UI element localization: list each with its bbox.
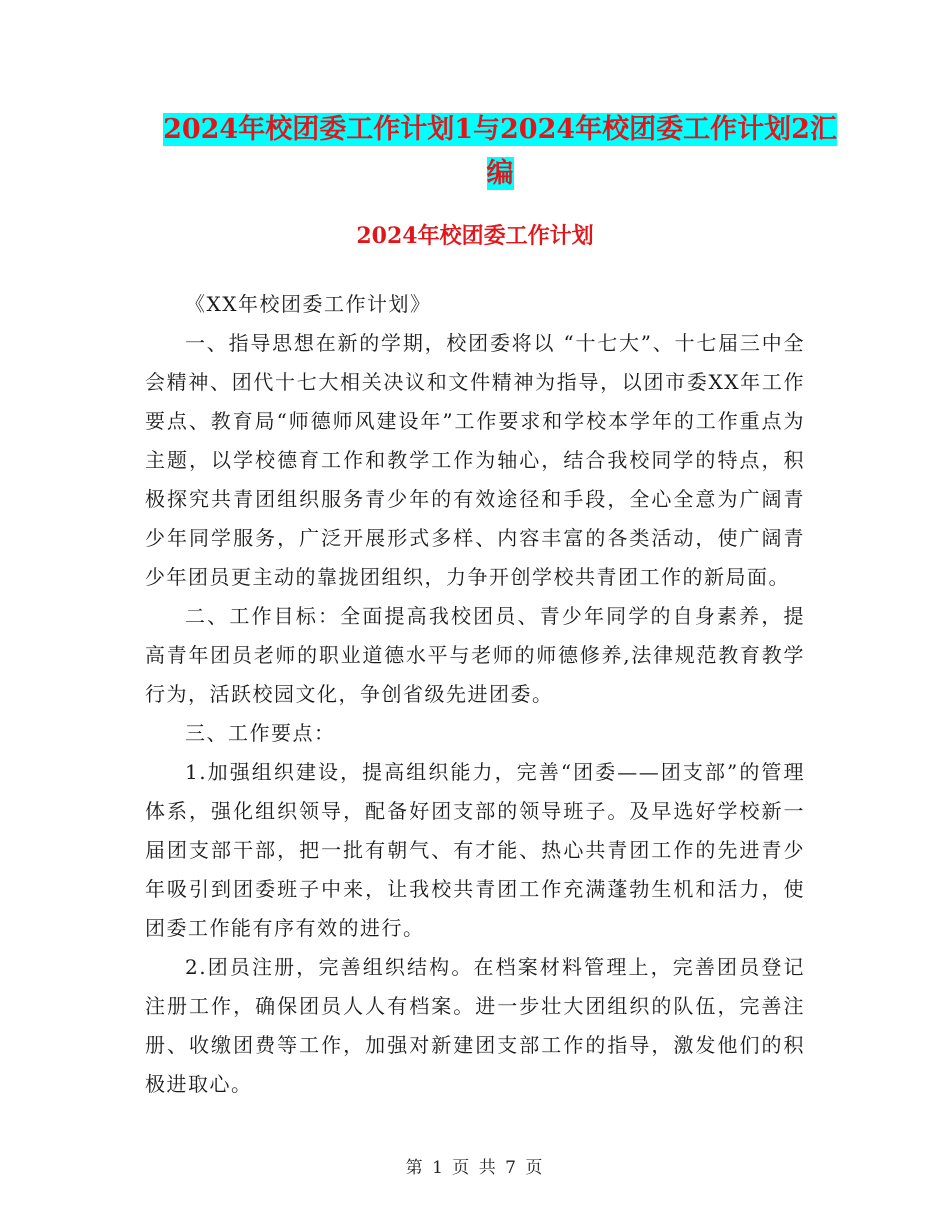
page-footer: 第 1 页 共 7 页	[405, 1158, 545, 1178]
paragraph-reference: 《XX年校团委工作计划》	[185, 292, 432, 316]
section-title: 2024年校团委工作计划	[356, 223, 594, 249]
paragraph-work-goals: 二、工作目标：全面提高我校团员、青少年同学的自身素养，提高青年团员老师的职业道德水平与老师的师德修养,法律规范教育教学行为，活跃校园文化，争创省级先进团委。	[145, 604, 805, 706]
paragraph-work-points-heading: 三、工作要点：	[185, 721, 336, 745]
paragraph-organization-building: 1.加强组织建设，提高组织能力，完善“团委——团支部”的管理体系，强化组织领导，配备好团支部的领导班子。及早选好学校新一届团支部干部，把一批有朝气、有才能、热心共青团工作的先进青少年吸引到团委班子中来，让我校共青团工作充满蓬勃生机和活力，使团委工作能有序有效的进行。	[145, 760, 805, 940]
document-title	[150, 108, 850, 196]
document-title-text: 2024年校团委工作计划1与2024年校团委工作计划2汇编	[163, 114, 837, 189]
paragraph-guiding-ideology: 一、指导思想在新的学期，校团委将以 “十七大”、十七届三中全会精神、团代十七大相关决议和文件精神为指导，以团市委XX年工作要点、教育局“师德师风建设年”工作要求和学校本学年的工作重点为主题，以学校德育工作和教学工作为轴心，结合我校同学的特点，积极探究共青团组织服务青少年的有效途径和手段，全心全意为广阔青少年同学服务，广泛开展形式多样、内容丰富的各类活动，使广阔青少年团员更主动的靠拢团组织，力争开创学校共青团工作的新局面。	[145, 331, 805, 589]
paragraph-member-registration: 2.团员注册，完善组织结构。在档案材料管理上，完善团员登记注册工作，确保团员人人有档案。进一步壮大团组织的队伍，完善注册、收缴团费等工作，加强对新建团支部工作的指导，激发他们的积极进取心。	[145, 955, 805, 1096]
document-body	[145, 285, 805, 1104]
